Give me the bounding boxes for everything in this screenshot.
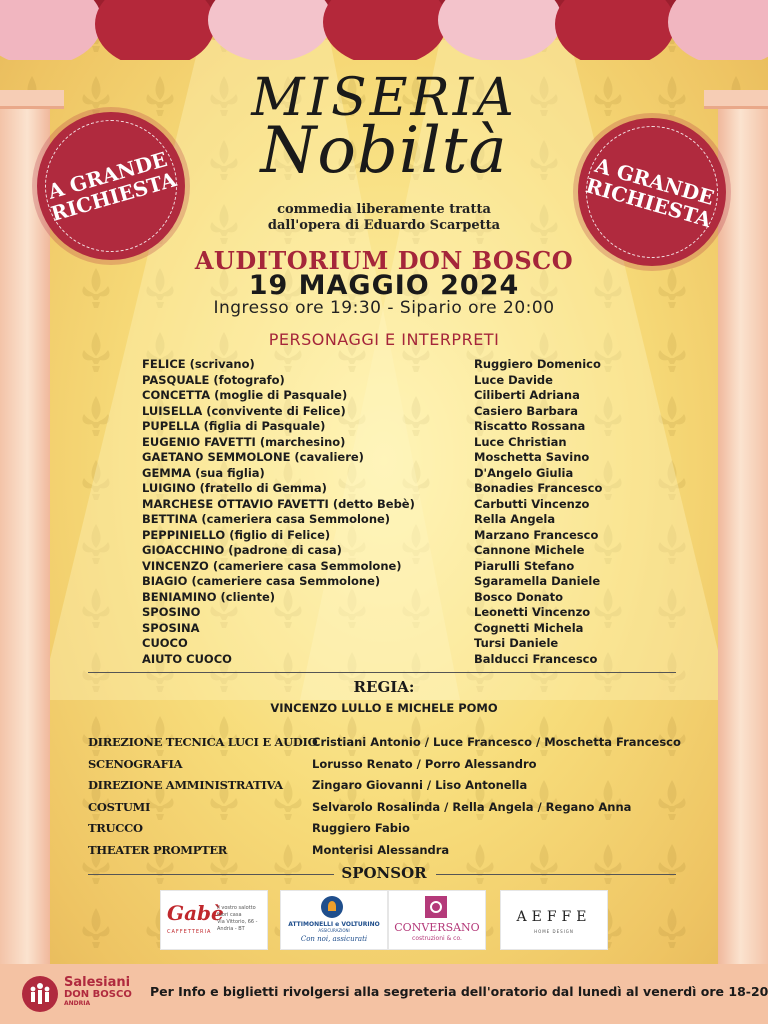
sponsor-logo-aeffe: AEFFE HOME DESIGN — [500, 890, 608, 950]
title-nobilta: Nobiltà — [260, 114, 508, 188]
org-sub: DON BOSCO — [64, 989, 132, 1000]
crew-names: Zingaro Giovanni / Liso Antonella — [312, 778, 528, 792]
cast-role: FELICE (scrivano) — [142, 357, 255, 371]
cast-role: PEPPINIELLO (figlio di Felice) — [142, 527, 331, 542]
cast-role: BETTINA (cameriera casa Semmolone) — [142, 512, 391, 526]
cast-actor: Ciliberti Adriana — [474, 388, 580, 402]
cast-role: GAETANO SEMMOLONE (cavaliere) — [142, 450, 364, 464]
a-grande-richiesta-badge-left: A GRANDE RICHIESTA — [37, 112, 185, 260]
crew-role: DIREZIONE TECNICA LUCI E AUDIO — [88, 735, 318, 749]
cast-actor: Rella Angela — [474, 512, 556, 526]
cast-actor: Tursi Daniele — [474, 636, 559, 650]
sponsor-logo-gabe: Gabè CAFFETTERIA il vostro salotto fuori casa Via Vittorio, 66 - Andria - BT — [160, 890, 268, 950]
sponsor-heading: SPONSOR — [341, 864, 427, 882]
crew-row — [88, 797, 708, 819]
crew-names: Cristiani Antonio / Luce Francesco / Moschetta Francesco — [312, 735, 681, 749]
org-name: Salesiani — [64, 975, 131, 990]
cast-roles-list — [142, 357, 415, 667]
footer-bar — [0, 964, 768, 1024]
cast-actor: Ruggiero Domenico — [474, 357, 601, 371]
cast-actor: Bonadies Francesco — [474, 481, 603, 495]
a-grande-richiesta-badge-right: A GRANDE RICHIESTA — [578, 118, 726, 266]
regia-names: VINCENZO LULLO E MICHELE POMO — [270, 701, 498, 715]
cast-role: SPOSINO — [142, 605, 201, 619]
venue: AUDITORIUM DON BOSCO — [194, 246, 574, 275]
cast-actor: Carbutti Vincenzo — [474, 496, 590, 511]
sponsor-logo-conversano: CONVERSANO costruzioni & co. — [388, 890, 486, 950]
cast-actor: Moschetta Savino — [474, 450, 590, 464]
crew-row — [88, 775, 708, 797]
cast-actor: Sgaramella Daniele — [474, 574, 601, 588]
crew-row — [88, 840, 708, 862]
cast-role: AIUTO CUOCO — [142, 651, 232, 666]
cast-actor: D'Angelo Giulia — [474, 465, 574, 480]
cast-actor: Piarulli Stefano — [474, 558, 575, 573]
footer-info: Per Info e biglietti rivolgersi alla segreteria dell'oratorio dal lunedì al venerdì ore 18-20 — [150, 984, 768, 999]
cast-actor: Luce Davide — [474, 372, 553, 387]
cast-role: LUISELLA (convivente di Felice) — [142, 403, 346, 418]
crew-table — [88, 732, 708, 861]
cast-actor: Cognetti Michela — [474, 620, 584, 635]
conversano-emblem-icon — [425, 896, 447, 918]
cast-role: BENIAMINO (cliente) — [142, 589, 276, 604]
cast-role: CONCETTA (moglie di Pasquale) — [142, 388, 348, 402]
sponsor-divider-right — [436, 874, 676, 875]
cast-actor: Cannone Michele — [474, 543, 585, 557]
cast-role: SPOSINA — [142, 620, 200, 635]
cast-heading: PERSONAGGI E INTERPRETI — [268, 330, 500, 349]
cast-role: GIOACCHINO (padrone di casa) — [142, 543, 342, 557]
org-city: ANDRIA — [64, 1000, 91, 1007]
cast-role: GEMMA (sua figlia) — [142, 465, 265, 480]
crew-names: Ruggiero Fabio — [312, 821, 410, 835]
cast-role: MARCHESE OTTAVIO FAVETTI (detto Bebè) — [142, 496, 415, 511]
cast-role: VINCENZO (cameriere casa Semmolone) — [142, 558, 402, 573]
curtain-valance — [0, 0, 768, 60]
crew-role: COSTUMI — [88, 799, 151, 814]
crew-role: DIREZIONE AMMINISTRATIVA — [88, 778, 283, 792]
attimonelli-emblem-icon — [321, 896, 343, 918]
regia-heading: REGIA: — [353, 678, 415, 696]
cast-actor: Marzano Francesco — [474, 527, 599, 542]
cast-actors-list — [474, 357, 602, 667]
divider — [88, 672, 676, 673]
cast-actor: Bosco Donato — [474, 589, 564, 604]
crew-row — [88, 732, 708, 754]
cast-role: PUPELLA (figlia di Pasquale) — [142, 419, 326, 433]
crew-role: SCENOGRAFIA — [88, 756, 183, 771]
cast-role: EUGENIO FAVETTI (marchesino) — [142, 434, 346, 449]
event-date: 19 MAGGIO 2024 — [248, 270, 520, 301]
crew-role: THEATER PROMPTER — [88, 842, 228, 857]
crew-row — [88, 818, 708, 840]
crew-names: Monterisi Alessandra — [312, 842, 450, 857]
title-miseria: MISERIA — [251, 68, 517, 128]
event-times: Ingresso ore 19:30 - Sipario ore 20:00 — [213, 298, 555, 318]
cast-actor: Riscatto Rossana — [474, 419, 586, 433]
crew-names: Selvarolo Rosalinda / Rella Angela / Regano Anna — [312, 799, 632, 814]
salesiani-logo-icon — [22, 976, 58, 1012]
cast-role: LUIGINO (fratello di Gemma) — [142, 481, 327, 495]
cast-role: PASQUALE (fotografo) — [142, 372, 285, 387]
cast-actor: Luce Christian — [474, 434, 567, 449]
crew-role: TRUCCO — [88, 821, 143, 835]
cast-role: BIAGIO (cameriere casa Semmolone) — [142, 574, 381, 588]
crew-row — [88, 754, 708, 776]
sponsor-logo-attimonelli: ATTIMONELLI e VOLTURINO ASSICURAZIONI Con noi, assicurati — [280, 890, 388, 950]
cast-role: CUOCO — [142, 636, 188, 650]
crew-names: Lorusso Renato / Porro Alessandro — [312, 756, 537, 771]
cast-actor: Balducci Francesco — [474, 651, 598, 666]
cast-actor: Leonetti Vincenzo — [474, 605, 591, 619]
cast-actor: Casiero Barbara — [474, 403, 578, 418]
subtitle: commedia liberamente tratta dall'opera di Eduardo Scarpetta — [267, 202, 501, 233]
